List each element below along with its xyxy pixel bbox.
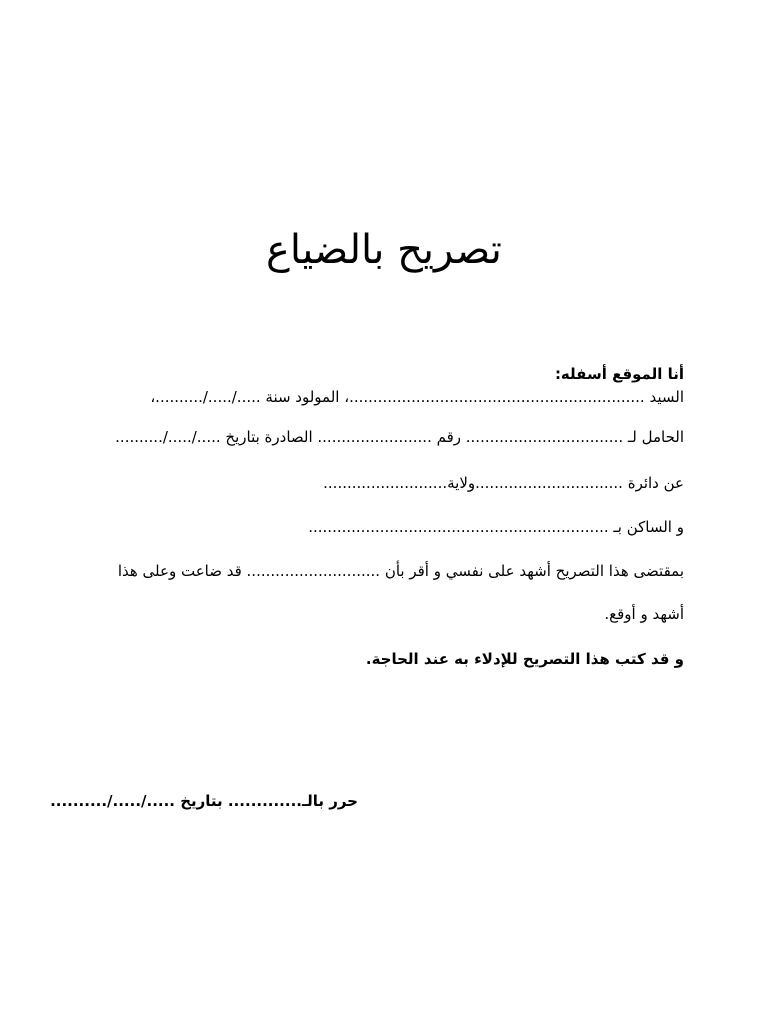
document-holder-line: الحامل لـ ................................. رقم ........................ الصادرة بتاريخ ...../...../.......... — [115, 428, 684, 446]
residence-line: و الساكن بـ ............................................................... — [308, 518, 684, 536]
intro-line: أنا الموقع أسفله: — [554, 365, 684, 383]
district-province-line: عن دائرة ...............................ولاية.......................... — [323, 474, 684, 492]
name-birth-line: السيد ..............................................................، المولود سنة ...../...../..........، — [150, 388, 684, 406]
testimony-line: أشهد و أوقع. — [604, 605, 684, 623]
document-title: تصريح بالضياع — [266, 227, 502, 273]
purpose-line: و قد كتب هذا التصريح للإدلاء به عند الحاجة. — [365, 650, 684, 668]
declaration-statement-line: بمقتضى هذا التصريح أشهد على نفسي و أقر بأن ............................ قد ضاعت وعلى هذا — [117, 562, 684, 580]
place-date-line: حرر بالـ............. بتاريخ ...../...../.......... — [50, 792, 358, 810]
